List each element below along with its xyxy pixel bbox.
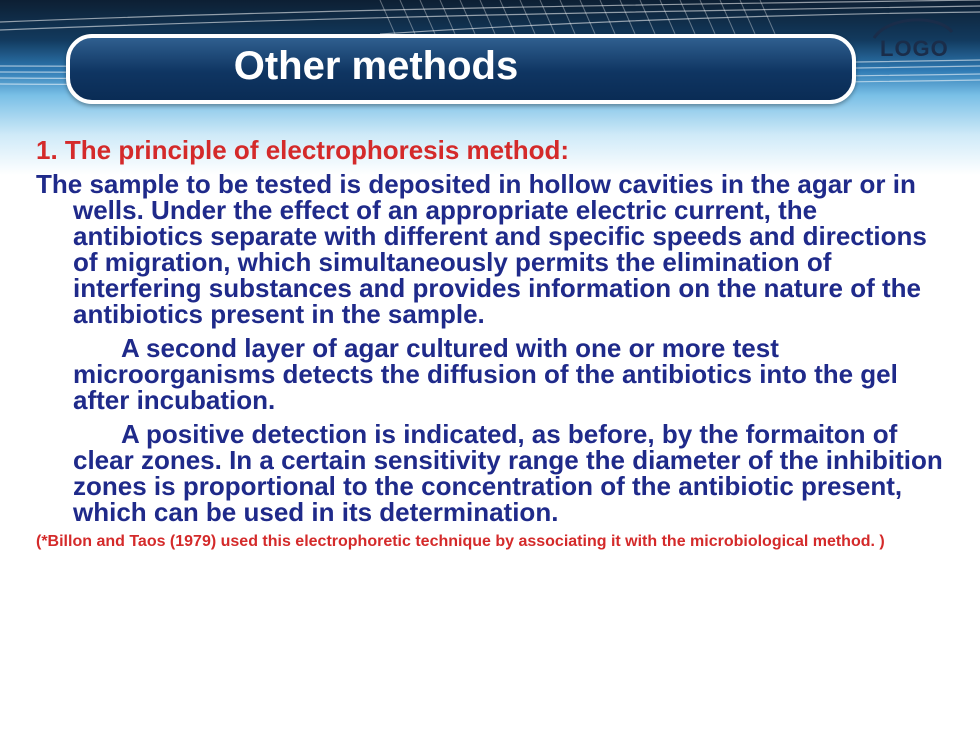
paragraph-2: A second layer of agar cultured with one or more test microorganisms detects the diffusion of the antibiotics into the gel after incubation. — [73, 333, 898, 415]
slide-content — [36, 135, 946, 550]
logo: LOGO — [880, 36, 949, 61]
slide-title: Other methods — [233, 44, 519, 88]
citation-note: (*Billon and Taos (1979) used this electrophoretic technique by associating it with the microbiological method. ) — [36, 533, 885, 550]
paragraph-3: A positive detection is indicated, as before, by the formaiton of clear zones. In a certain sensitivity range the diameter of the inhibition zones is proportional to the concentration of the antibiotic present, which can be used in its determination. — [73, 419, 943, 527]
paragraph-1: The sample to be tested is deposited in hollow cavities in the agar or in wells. Under the effect of an appropriate electric current, the antibiotics separate with different and specific speeds and directions of migration, which simultaneously permits the elimination of interfering substances and provides information on the nature of the antibiotics present in the sample. — [36, 169, 927, 329]
section-heading: 1. The principle of electrophoresis method: — [36, 135, 570, 165]
